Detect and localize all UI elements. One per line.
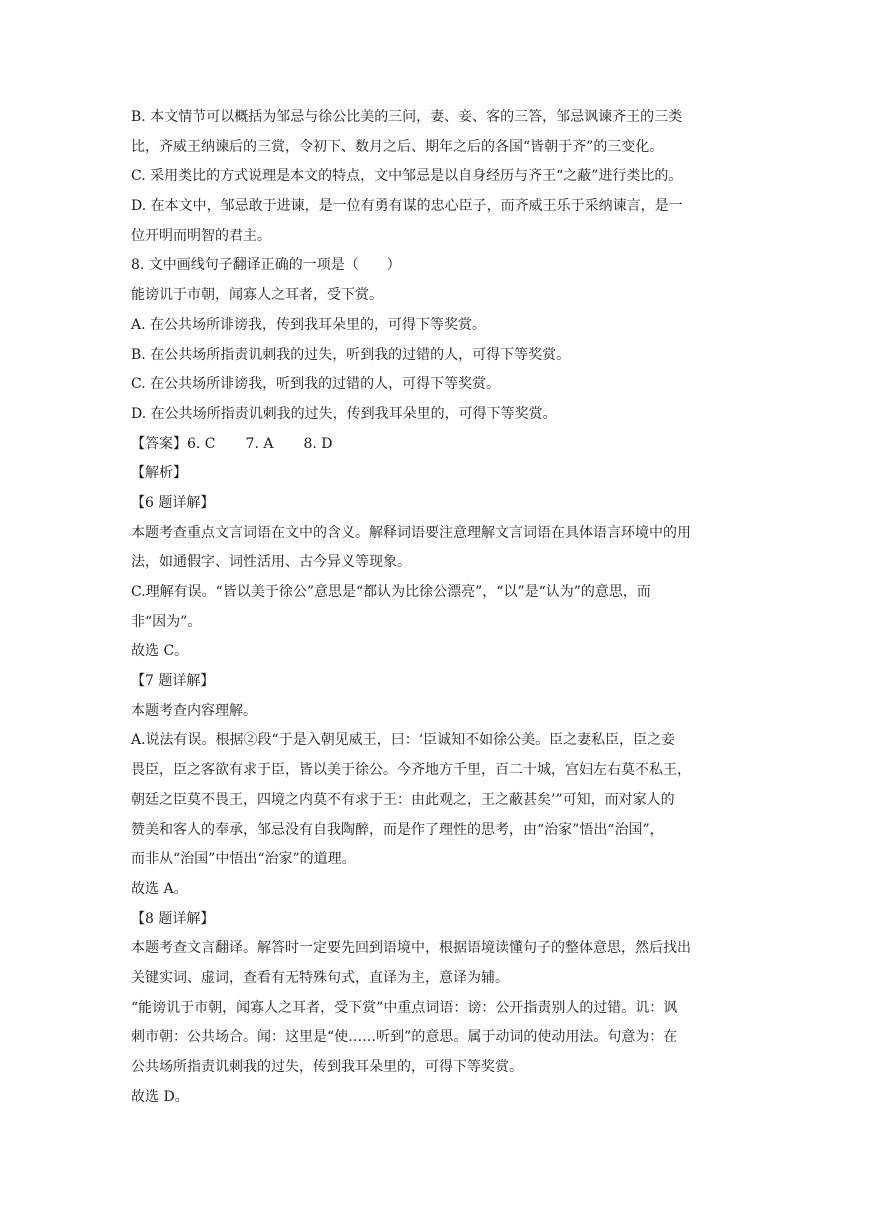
text-line: 而非从“治国”中悟出“治家”的道理。: [131, 851, 356, 868]
underlined-sentence: 能谤讥于市朝，闻寡人之耳者，受下赏。: [131, 287, 383, 304]
text-line: 畏臣，臣之客欲有求于臣，皆以美于徐公。今齐地方千里，百二十城，宫妇左右莫不私王，: [131, 762, 691, 779]
answer-line: [131, 430, 743, 460]
text-line: 关键实词、虚词，查看有无特殊句式，直译为主，意译为辅。: [131, 969, 509, 986]
q7-heading: 【7 题详解】: [131, 673, 215, 690]
answer-label: 【答案】: [131, 435, 187, 452]
q8-choice: 故选 D。: [131, 1088, 189, 1105]
q6-choice: 故选 C。: [131, 643, 189, 660]
q6-heading: 【6 题详解】: [131, 494, 215, 511]
option-d: D. 在公共场所指责讥刺我的过失，传到我耳朵里的，可得下等奖赏。: [131, 405, 557, 422]
q7-choice: 故选 A。: [131, 880, 188, 897]
text-line: 本题考查重点文言词语在文中的含义。解释词语要注意理解文言词语在具体语言环境中的用: [131, 524, 691, 541]
answer-item: 8. D: [303, 435, 333, 452]
text-line: B. 本文情节可以概括为邹忌与徐公比美的三问，妻、妾、客的三答，邹忌讽谏齐王的三类: [131, 109, 683, 125]
text-line: 比，齐威王纳谏后的三赏，令初下、数月之后、期年之后的各国“皆朝于齐”的三变化。: [131, 138, 664, 155]
text-line: 本题考查内容理解。: [131, 702, 257, 719]
document-body: [131, 103, 743, 1112]
option-c: C. 在公共场所诽谤我，听到我的过错的人，可得下等奖赏。: [131, 376, 501, 393]
text-line: C. 采用类比的方式说理是本文的特点，文中邹忌是以自身经历与齐王“之蔽”进行类比的。: [131, 168, 683, 185]
analysis-heading: 【解析】: [131, 465, 187, 482]
q8-heading: 【8 题详解】: [131, 910, 215, 927]
text-line: 法，如通假字、词性活用、古今异义等现象。: [131, 554, 411, 571]
text-line: 刺市朝：公共场合。闻：这里是“使……听到”的意思。属于动词的使动用法。句意为：在: [131, 1029, 678, 1046]
text-line: C.理解有误。“皆以美于徐公”意思是“都认为比徐公漂亮”，“以”是“认为”的意思，而: [131, 584, 651, 600]
question-8-stem: 8. 文中画线句子翻译正确的一项是（ ）: [131, 257, 401, 274]
text-line: 赞美和客人的奉承，邹忌没有自我陶醉，而是作了理性的思考，由“治家”悟出“治国”，: [131, 821, 664, 838]
text-line: 公共场所指责讥刺我的过失，传到我耳朵里的，可得下等奖赏。: [131, 1059, 523, 1075]
text-line: 位开明而明智的君主。: [131, 227, 271, 244]
text-line: 本题考查文言翻译。解答时一定要先回到语境中，根据语境读懂句子的整体意思，然后找出: [131, 940, 691, 957]
text-line: 朝廷之臣莫不畏王，四境之内莫不有求于王：由此观之，王之蔽甚矣’”可知，而对家人的: [131, 791, 675, 808]
text-line: D. 在本文中，邹忌敢于进谏，是一位有勇有谋的忠心臣子，而齐威王乐于采纳谏言，是一: [131, 198, 683, 215]
answer-item: 6. C: [187, 435, 216, 452]
text-line: 非“因为”。: [131, 613, 202, 630]
text-line: A.说法有误。根据②段“于是入朝见威王，曰：‘臣诚知不如徐公美。臣之妻私臣，臣之妾: [131, 732, 676, 749]
answer-item: 7. A: [245, 435, 274, 452]
text-line: “能谤讥于市朝，闻寡人之耳者，受下赏”中重点词语：谤：公开指责别人的过错。讥：讽: [131, 999, 678, 1016]
option-b: B. 在公共场所指责讥刺我的过失，听到我的过错的人，可得下等奖赏。: [131, 346, 571, 363]
option-a: A. 在公共场所诽谤我，传到我耳朵里的，可得下等奖赏。: [131, 316, 487, 333]
